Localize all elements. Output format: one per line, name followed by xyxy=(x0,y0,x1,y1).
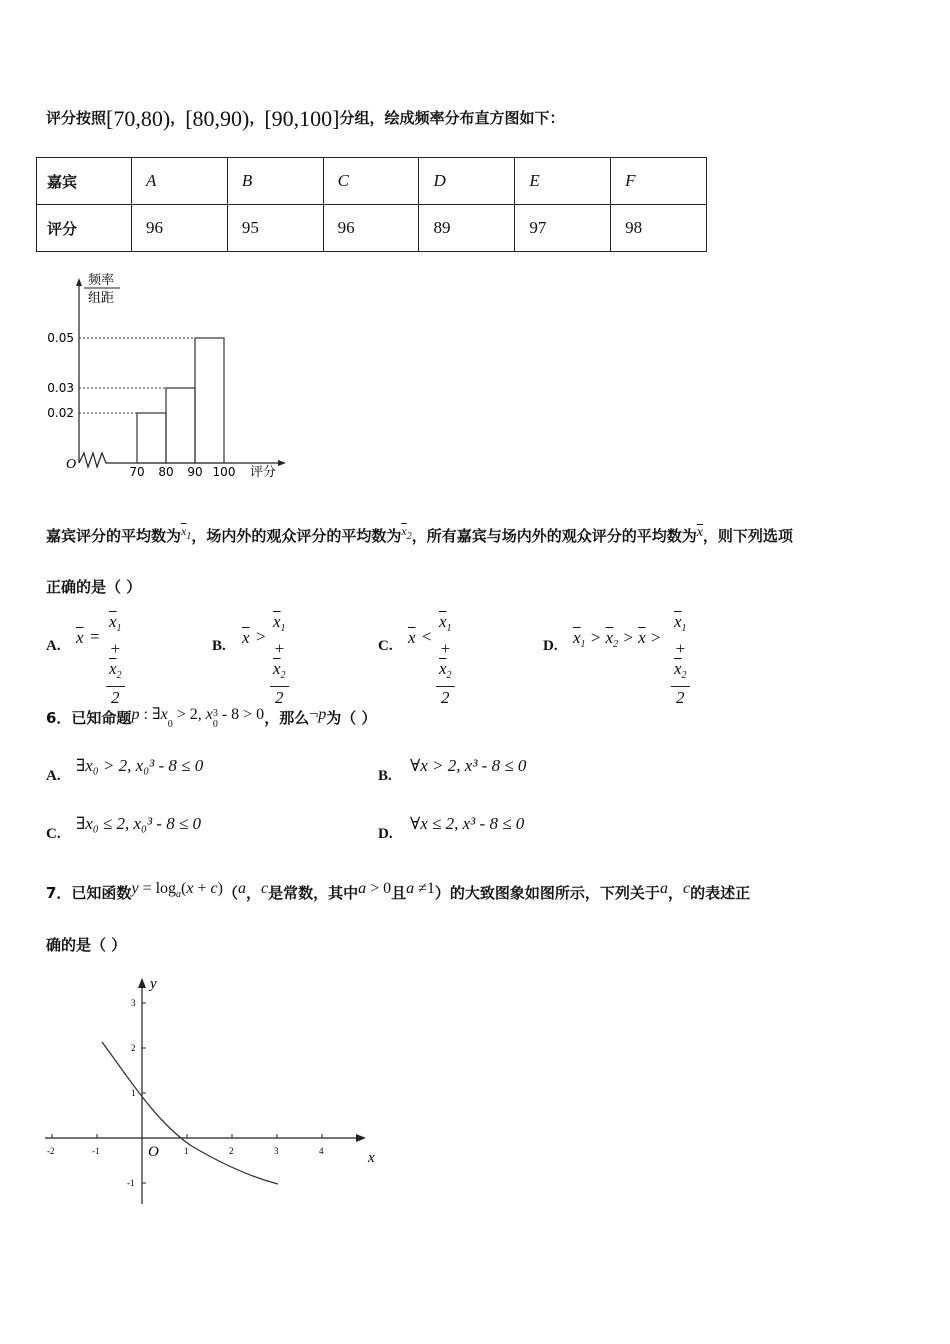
q6-stem-a: 6．已知命题 xyxy=(46,709,132,727)
q7-stem-b: （ xyxy=(222,884,238,902)
q7-stem-g: ， xyxy=(667,884,683,902)
score-cell: 97 xyxy=(515,205,611,252)
q6-stem-c: 为（ ） xyxy=(326,709,377,727)
q7-stem-c: ， xyxy=(245,884,261,902)
q5-option-a-label: A. xyxy=(46,638,61,654)
hist-bar xyxy=(166,388,195,463)
histogram-chart xyxy=(40,268,300,483)
q5-option-c-label: C. xyxy=(378,638,393,654)
intro-line xyxy=(46,106,565,132)
hist-y-arrow xyxy=(76,278,82,286)
hist-y-tick-label: 0.05 xyxy=(47,331,74,345)
hist-y-ticks xyxy=(47,331,74,420)
q7-log-curve xyxy=(102,1042,278,1184)
q6-option-a-label: A. xyxy=(46,768,61,784)
q5-text-b: ，场内外的观众评分的平均数为 xyxy=(191,527,402,545)
intro-suffix: 分组，绘成频率分布直方图如下： xyxy=(339,109,565,127)
hist-xlabel: 评分 xyxy=(250,465,277,480)
row-header-guest: 嘉宾 xyxy=(37,158,132,205)
q7-x-tick-label: 3 xyxy=(274,1146,279,1156)
q7-y-tick-label: 1 xyxy=(131,1088,136,1098)
q6-option-b-expr: ∀x > 2, x³ - 8 ≤ 0 xyxy=(410,756,527,775)
hist-x-tick-label: 70 xyxy=(129,465,145,479)
q6-option-b-label: B. xyxy=(378,768,392,784)
score-cell: 96 xyxy=(132,205,228,252)
q7-x-tick-label: 4 xyxy=(319,1146,324,1156)
q7-stem-e: 且 xyxy=(391,884,407,902)
interval-3: [90,100] xyxy=(264,106,340,131)
guest-cell: C xyxy=(323,158,419,205)
q6-option-c-expr: ∃x₀ ≤ 2, x₀³ - 8 ≤ 0 xyxy=(76,814,202,833)
score-cell: 98 xyxy=(611,205,707,252)
intro-comma-2: ， xyxy=(249,109,265,127)
q5-stem-line1: 嘉宾评分的平均数为$^{\overline{x}_1}$，场内外的观众评分的平均数为$^{\overline{x}_2}$，所有嘉宾与场内外的观众评分的平均数为$\overline{x}$，则下列选项 xyxy=(46,524,793,545)
q6-option-c-label: C. xyxy=(46,826,61,842)
q5-option-b-label: B. xyxy=(212,638,226,654)
q7-x-tick-label: -1 xyxy=(92,1146,100,1156)
q7-stem-f: ）的大致图象如图所示，下列关于 xyxy=(434,884,660,902)
intro-comma-1: ， xyxy=(170,109,186,127)
hist-y-tick-label: 0.03 xyxy=(47,381,74,395)
q6-option-d-label: D. xyxy=(378,826,393,842)
q7-stem-line2: 确的是（ ） xyxy=(46,936,127,954)
q7-stem-line1: 7．已知函数$y = \log_a(x + c)(a$，c是常数，其中a > 0且a ≠1）的大致图象如图所示，下列关于a，c的表述正 xyxy=(46,880,751,902)
hist-x-tick-label: 100 xyxy=(212,465,236,479)
intro-prefix: 评分按照 xyxy=(46,109,107,127)
hist-x-ticks xyxy=(129,465,235,479)
q5-option-a-rel: = xyxy=(90,627,100,646)
q7-function-graph xyxy=(40,970,390,1210)
hist-x-tick-label: 90 xyxy=(187,465,203,479)
guest-cell: F xyxy=(611,158,707,205)
q7-origin: O xyxy=(148,1144,159,1160)
q7-y-tick-label: -1 xyxy=(127,1178,135,1188)
q5-option-d-rel: > xyxy=(649,628,662,647)
hist-bar xyxy=(137,413,166,463)
q5-text-d: ，则下列选项 xyxy=(702,527,793,545)
q5-option-d-label: D. xyxy=(543,638,558,654)
score-cell: 96 xyxy=(323,205,419,252)
q7-y-tick-label: 3 xyxy=(131,998,136,1008)
score-cell: 89 xyxy=(419,205,515,252)
guest-cell: A xyxy=(132,158,228,205)
q7-x-tick-label: 1 xyxy=(184,1146,189,1156)
q5-stem-line2: 正确的是（ ） xyxy=(46,578,142,596)
q6-option-d-expr: ∀x ≤ 2, x³ - 8 ≤ 0 xyxy=(410,814,525,833)
guest-cell: B xyxy=(227,158,323,205)
q7-stem-d: 是常数，其中 xyxy=(268,884,359,902)
hist-y-tick-label: 0.02 xyxy=(47,406,74,420)
q7-y-tick-label: 2 xyxy=(131,1043,136,1053)
table-row-guests xyxy=(37,158,707,205)
q7-x-arrow xyxy=(356,1134,366,1142)
q6-stem-b: ，那么 xyxy=(264,709,310,727)
hist-bar xyxy=(195,338,224,463)
q7-y-label: y xyxy=(150,976,157,992)
q7-stem-h: 的表述正 xyxy=(690,884,751,902)
guest-cell: D xyxy=(419,158,515,205)
q7-stem-a: 7．已知函数 xyxy=(46,884,132,902)
interval-2: [80,90) xyxy=(185,106,250,131)
q7-x-tick-label: 2 xyxy=(229,1146,234,1156)
table-row-scores xyxy=(37,205,707,252)
hist-x-arrow xyxy=(278,460,286,466)
hist-x-tick-label: 80 xyxy=(158,465,174,479)
q6-option-a-expr: ∃x₀ > 2, x₀³ - 8 ≤ 0 xyxy=(76,756,204,775)
q5-option-b-rel: > xyxy=(256,627,266,646)
hist-ylabel-top: 频率 xyxy=(88,273,115,288)
hist-origin: O xyxy=(66,457,77,472)
hist-bars xyxy=(79,338,224,463)
interval-1: [70,80) xyxy=(106,106,171,131)
hist-ylabel-bottom: 组距 xyxy=(88,291,115,306)
q5-text-c: ，所有嘉宾与场内外的观众评分的平均数为 xyxy=(411,527,697,545)
q7-y-arrow xyxy=(138,978,146,988)
q7-x-label: x xyxy=(368,1150,375,1166)
row-header-score: 评分 xyxy=(37,205,132,252)
q6-stem: 6．已知命题p : $\exists x_0 > 2$, $x_0^3 - 8 > 0$，那么¬p为（ ） xyxy=(46,706,377,730)
q7-x-tick-label: -2 xyxy=(47,1146,55,1156)
score-table xyxy=(36,157,707,252)
guest-cell: E xyxy=(515,158,611,205)
score-cell: 95 xyxy=(227,205,323,252)
q5-text-a: 嘉宾评分的平均数为 xyxy=(46,527,182,545)
q5-option-c-rel: < xyxy=(422,627,432,646)
